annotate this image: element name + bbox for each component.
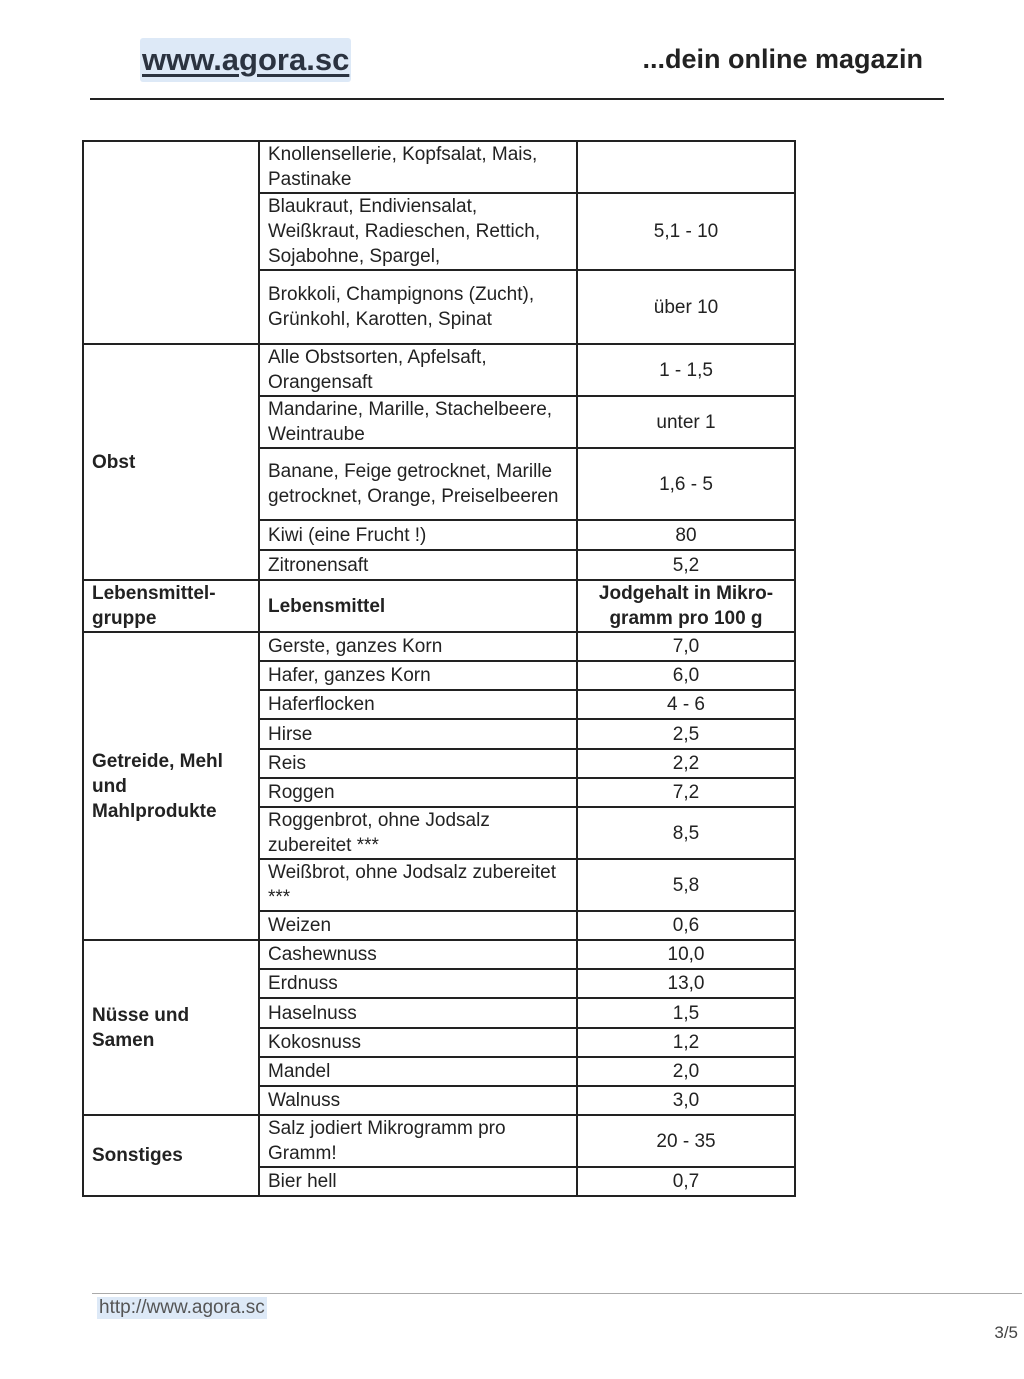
site-link[interactable]: www.agora.sc [140, 38, 351, 82]
iodine-value-cell: 7,2 [577, 778, 795, 807]
group-cell: Lebensmittel-gruppe [83, 580, 259, 632]
iodine-value-cell: 2,5 [577, 719, 795, 749]
food-cell: Banane, Feige getrocknet, Marille getrocknet, Orange, Preiselbeeren [259, 448, 577, 520]
food-cell: Mandarine, Marille, Stachelbeere, Weintraube [259, 396, 577, 448]
table-row [83, 344, 795, 396]
table-header-row [83, 580, 795, 632]
food-cell: Mandel [259, 1057, 577, 1086]
group-cell: Getreide, Mehl und Mahlprodukte [83, 632, 259, 940]
iodine-value-cell: unter 1 [577, 396, 795, 448]
iodine-value-cell: 5,1 - 10 [577, 193, 795, 270]
iodine-value-cell [577, 141, 795, 193]
table-row [83, 632, 795, 661]
food-cell: Hirse [259, 719, 577, 749]
iodine-value-cell: 4 - 6 [577, 690, 795, 719]
group-cell: Sonstiges [83, 1115, 259, 1196]
iodine-value-cell: 20 - 35 [577, 1115, 795, 1167]
group-cell: Obst [83, 344, 259, 580]
iodine-value-cell: 0,7 [577, 1167, 795, 1196]
food-cell: Alle Obstsorten, Apfelsaft, Orangensaft [259, 344, 577, 396]
iodine-value-cell: 1,5 [577, 998, 795, 1028]
iodine-value-cell: 5,2 [577, 550, 795, 580]
iodine-value-cell: über 10 [577, 270, 795, 344]
group-cell [83, 141, 259, 344]
food-cell: Knollensellerie, Kopfsalat, Mais, Pastinake [259, 141, 577, 193]
food-cell: Zitronensaft [259, 550, 577, 580]
iodine-value-cell: 80 [577, 520, 795, 550]
table-row [83, 940, 795, 969]
footer-link[interactable]: http://www.agora.sc [99, 1297, 265, 1318]
food-cell: Weißbrot, ohne Jodsalz zubereitet *** [259, 859, 577, 911]
food-cell: Hafer, ganzes Korn [259, 661, 577, 690]
food-cell: Roggen [259, 778, 577, 807]
iodine-value-cell: 1,2 [577, 1028, 795, 1057]
food-cell: Gerste, ganzes Korn [259, 632, 577, 661]
group-cell: Nüsse und Samen [83, 940, 259, 1115]
food-cell: Haferflocken [259, 690, 577, 719]
food-cell: Cashewnuss [259, 940, 577, 969]
food-cell: Kiwi (eine Frucht !) [259, 520, 577, 550]
iodine-value-cell: 10,0 [577, 940, 795, 969]
table-row [83, 1115, 795, 1167]
food-cell: Erdnuss [259, 969, 577, 998]
iodine-value-cell: 6,0 [577, 661, 795, 690]
header-divider [90, 98, 944, 100]
food-cell: Bier hell [259, 1167, 577, 1196]
iodine-value-cell: 8,5 [577, 807, 795, 859]
food-cell: Kokosnuss [259, 1028, 577, 1057]
iodine-value-cell: 13,0 [577, 969, 795, 998]
iodine-table [82, 140, 796, 1197]
footer-divider [92, 1293, 1022, 1294]
iodine-value-cell: 2,2 [577, 749, 795, 778]
food-cell: Brokkoli, Champignons (Zucht), Grünkohl, Karotten, Spinat [259, 270, 577, 344]
tagline: ...dein online magazin [642, 44, 923, 74]
iodine-value-cell: 7,0 [577, 632, 795, 661]
page-number: 3/5 [994, 1323, 1018, 1342]
food-cell: Lebensmittel [259, 580, 577, 632]
food-cell: Haselnuss [259, 998, 577, 1028]
food-cell: Roggenbrot, ohne Jodsalz zubereitet *** [259, 807, 577, 859]
iodine-value-cell: 3,0 [577, 1086, 795, 1115]
iodine-value-cell: Jodgehalt in Mikro-gramm pro 100 g [577, 580, 795, 632]
food-cell: Salz jodiert Mikrogramm pro Gramm! [259, 1115, 577, 1167]
food-cell: Blaukraut, Endiviensalat, Weißkraut, Radieschen, Rettich, Sojabohne, Spargel, [259, 193, 577, 270]
iodine-value-cell: 1,6 - 5 [577, 448, 795, 520]
iodine-value-cell: 0,6 [577, 911, 795, 940]
iodine-value-cell: 1 - 1,5 [577, 344, 795, 396]
table-row [83, 141, 795, 193]
iodine-value-cell: 2,0 [577, 1057, 795, 1086]
food-cell: Weizen [259, 911, 577, 940]
food-cell: Reis [259, 749, 577, 778]
iodine-value-cell: 5,8 [577, 859, 795, 911]
food-cell: Walnuss [259, 1086, 577, 1115]
